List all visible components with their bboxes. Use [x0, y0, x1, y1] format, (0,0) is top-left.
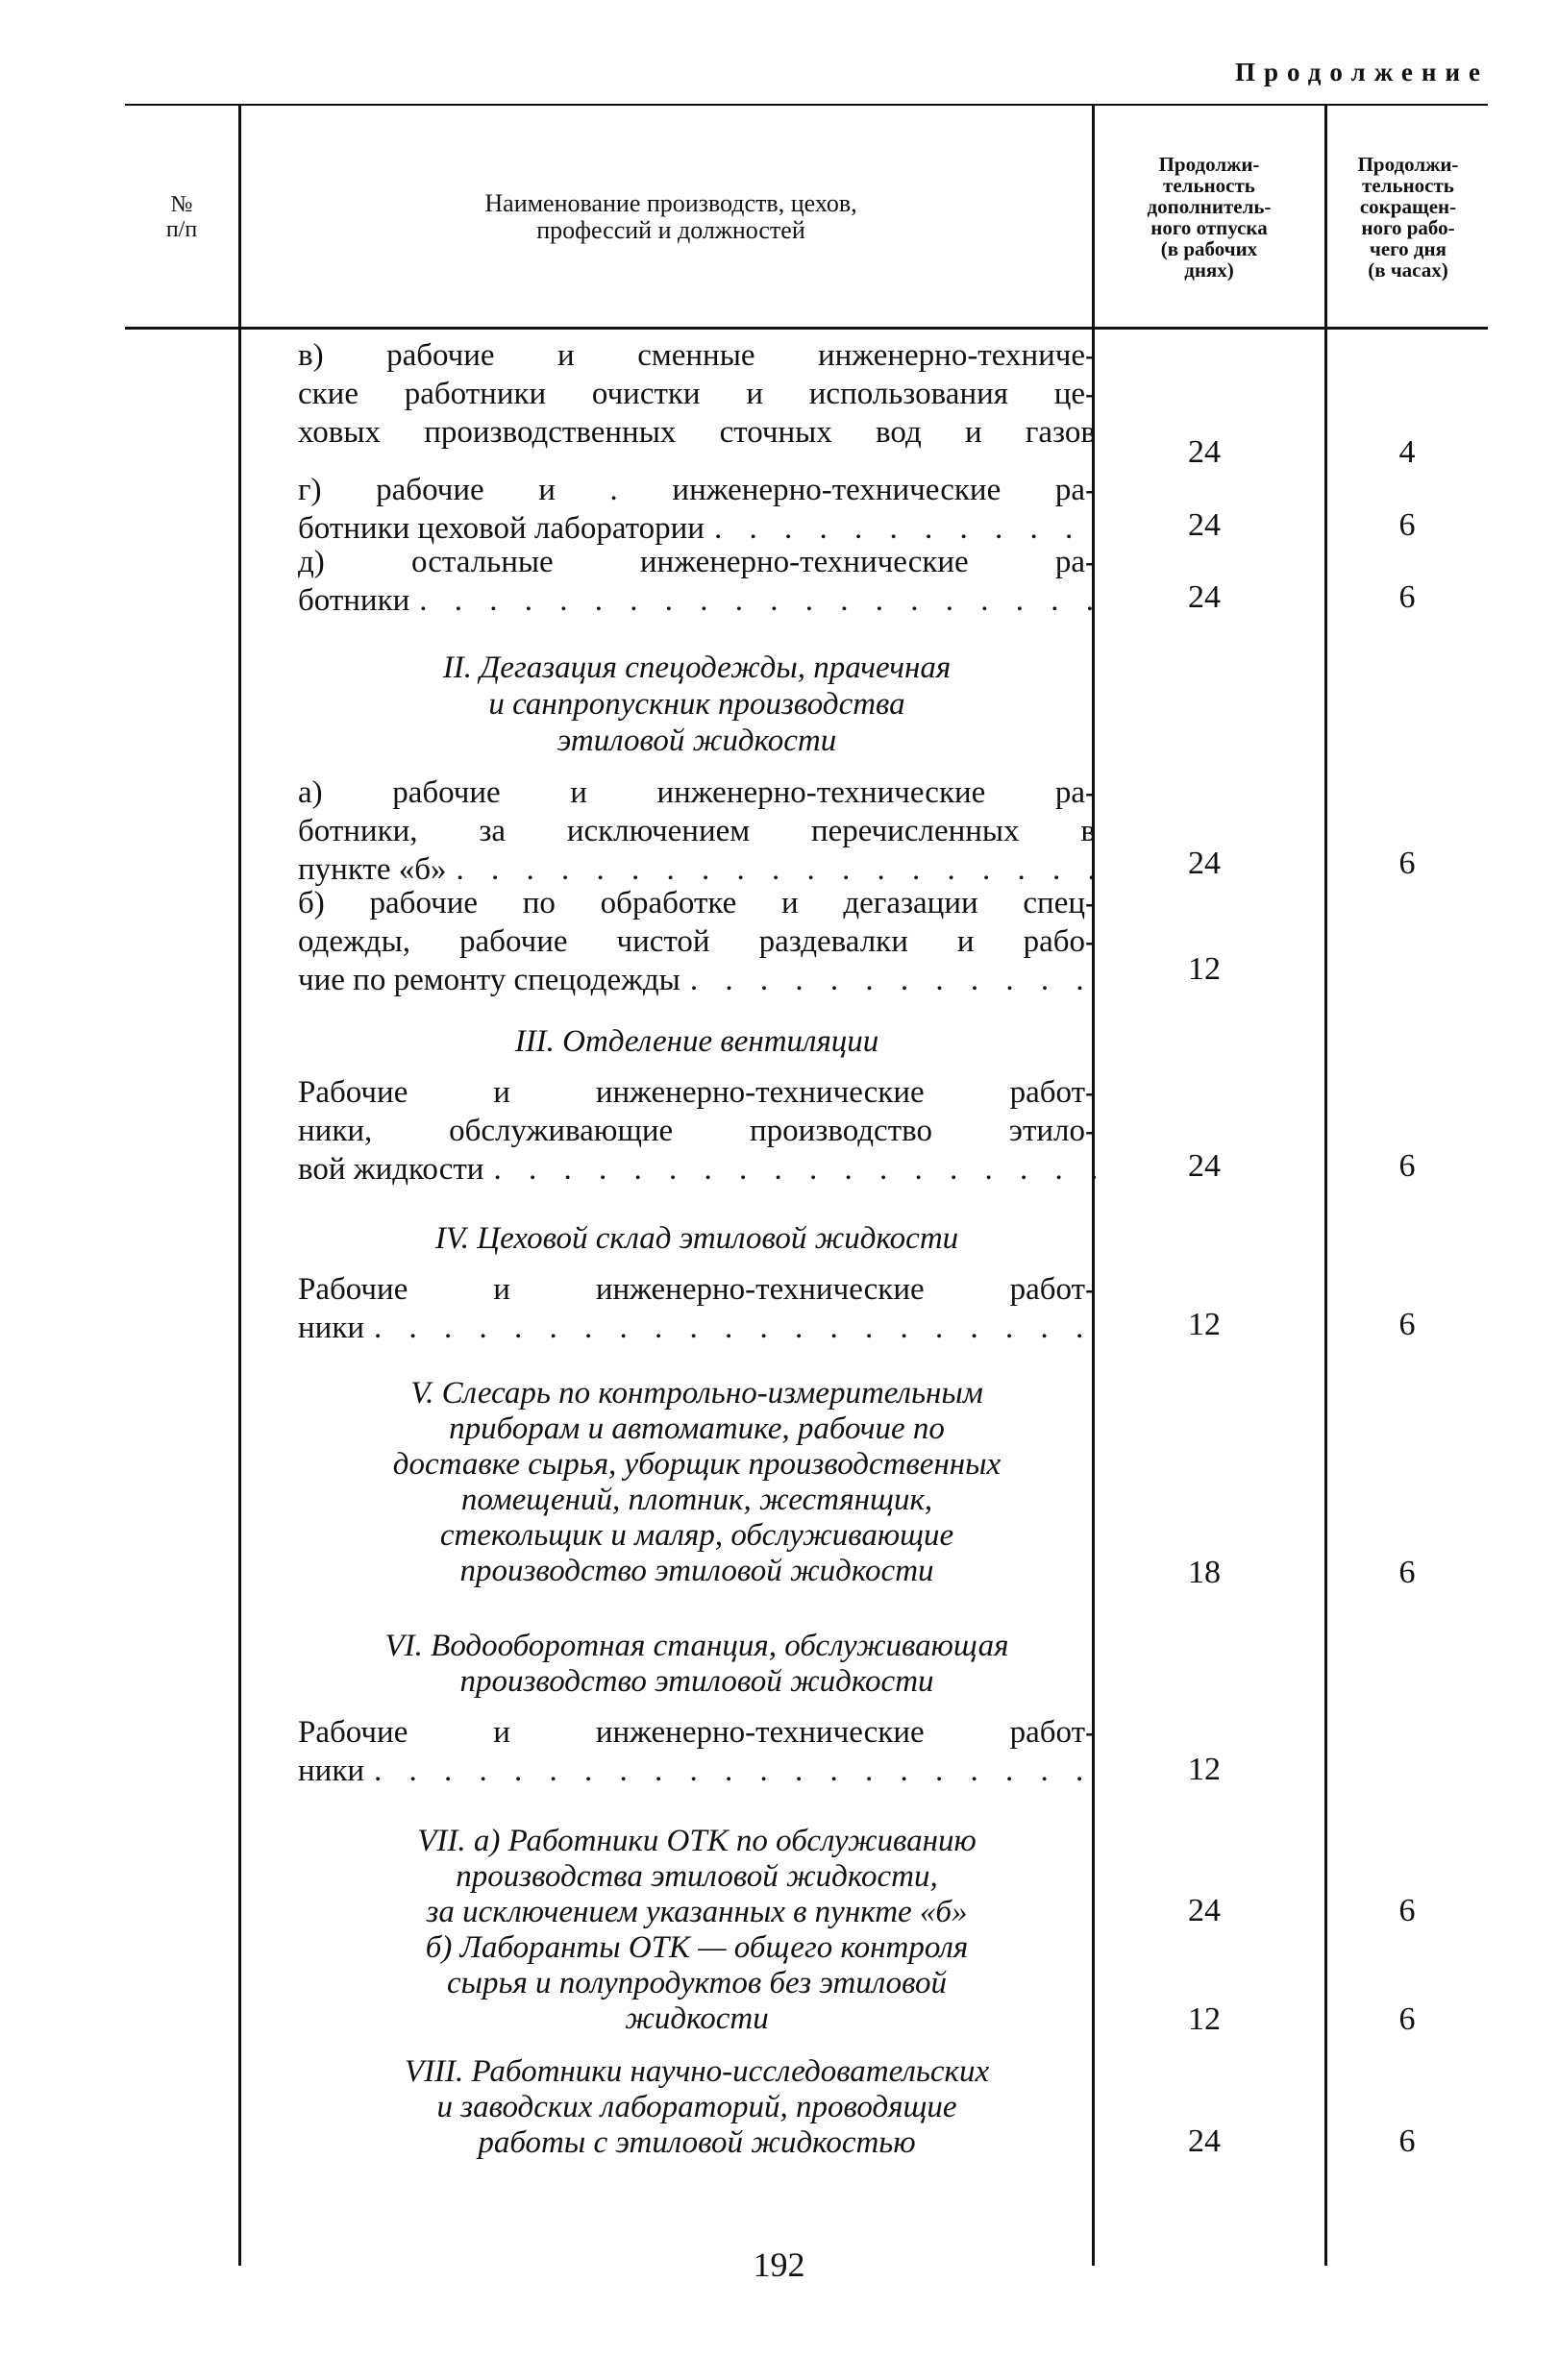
row-4-hours: 6: [1398, 1307, 1416, 1342]
row-2a: а) рабочие и инженерно-технические ра- ботники, за исключением перечисленных в пункте «б» . . .: [298, 773, 1096, 889]
row-v-hours: 4: [1398, 434, 1416, 470]
row-6-leave: 12: [1188, 1752, 1221, 1787]
column-divider-3: [1324, 104, 1327, 2266]
row-7a-leave: 24: [1188, 1893, 1221, 1928]
row-4-leave: 12: [1188, 1307, 1221, 1342]
row-d-leave: 24: [1188, 579, 1221, 615]
section-4-heading: IV. Цеховой склад этиловой жидкости: [434, 1221, 959, 1256]
row-5-hours: 6: [1398, 1555, 1416, 1590]
row-g: г) рабочие и . инженерно-технические ра- ботники цеховой лаборатории . . .: [298, 471, 1096, 548]
row-g-leave: 24: [1188, 507, 1221, 543]
row-2a-hours: 6: [1398, 846, 1416, 881]
row-5-leave: 18: [1188, 1555, 1221, 1590]
row-4: Рабочие и инженерно-технические работ- ники . . .: [298, 1270, 1096, 1347]
row-3-leave: 24: [1188, 1148, 1221, 1184]
row-8-hours: 6: [1398, 2123, 1416, 2159]
row-d: д) остальные инженерно-технические ра- ботники . . .: [298, 543, 1096, 620]
row-3: Рабочие и инженерно-технические работ- ники, обслуживающие производство этило- вой жидкости . . .: [298, 1073, 1096, 1189]
row-7b-hours: 6: [1398, 2001, 1416, 2037]
column-divider-1: [238, 104, 241, 2266]
row-v: в) рабочие и сменные инженерно-техниче- ские работники очистки и использования це- ховых производственных сточных вод и газов: [298, 338, 1096, 450]
row-2b-leave: 12: [1188, 951, 1221, 987]
row-7a-hours: 6: [1398, 1893, 1416, 1928]
table-top-rule: [125, 104, 1488, 106]
header-shortened-day: Продолжи- тельность сокращен- ного рабо- чего дня (в часах): [1357, 153, 1459, 282]
row-2a-leave: 24: [1188, 846, 1221, 881]
row-g-hours: 6: [1398, 507, 1416, 543]
header-number: № п/п: [165, 192, 198, 242]
section-7-heading: VII. а) Работники ОТК по обслуживанию производства этиловой жидкости, за исключением указанных в пункте «б» б) Лаборанты ОТК — общего контроля сырья и полупродуктов без этиловой жидкости: [417, 1824, 977, 2036]
row-v-leave: 24: [1188, 434, 1221, 470]
section-8-heading: VIII. Работники научно-исследовательских и заводских лабораторий, проводящие работы с этиловой жидкостью: [404, 2054, 990, 2160]
page-number: 192: [753, 2245, 805, 2284]
header-name: Наименование производств, цехов, профессий и должностей: [484, 189, 857, 244]
row-6: Рабочие и инженерно-технические работ- ники . . .: [298, 1713, 1096, 1790]
section-5-heading: V. Слесарь по контрольно-измерительным приборам и автоматике, рабочие по доставке сырья, уборщик производственных помещений, плотник, жестянщик, стекольщик и маляр, обслуживающие производство этиловой жидкости: [392, 1376, 1002, 1588]
row-7b-leave: 12: [1188, 2001, 1221, 2037]
row-2b: б) рабочие по обработке и дегазации спец- одежды, рабочие чистой раздевалки и рабо- чие по ремонту спецодежды . . .: [298, 884, 1096, 999]
row-8-leave: 24: [1188, 2123, 1221, 2159]
row-3-hours: 6: [1398, 1148, 1416, 1184]
section-2-heading: II. Дегазация спецодежды, прачечная и санпропускник производства этиловой жидкости: [442, 650, 952, 758]
section-3-heading: III. Отделение вентиляции: [514, 1024, 879, 1059]
row-d-hours: 6: [1398, 579, 1416, 615]
section-6-heading: VI. Водооборотная станция, обслуживающая производство этиловой жидкости: [384, 1629, 1009, 1699]
header-leave-duration: Продолжи- тельность дополнитель- ного отпуска (в рабочих днях): [1147, 153, 1272, 282]
continuation-label: Продолжение: [1235, 58, 1489, 86]
header-bottom-rule: [125, 327, 1488, 330]
